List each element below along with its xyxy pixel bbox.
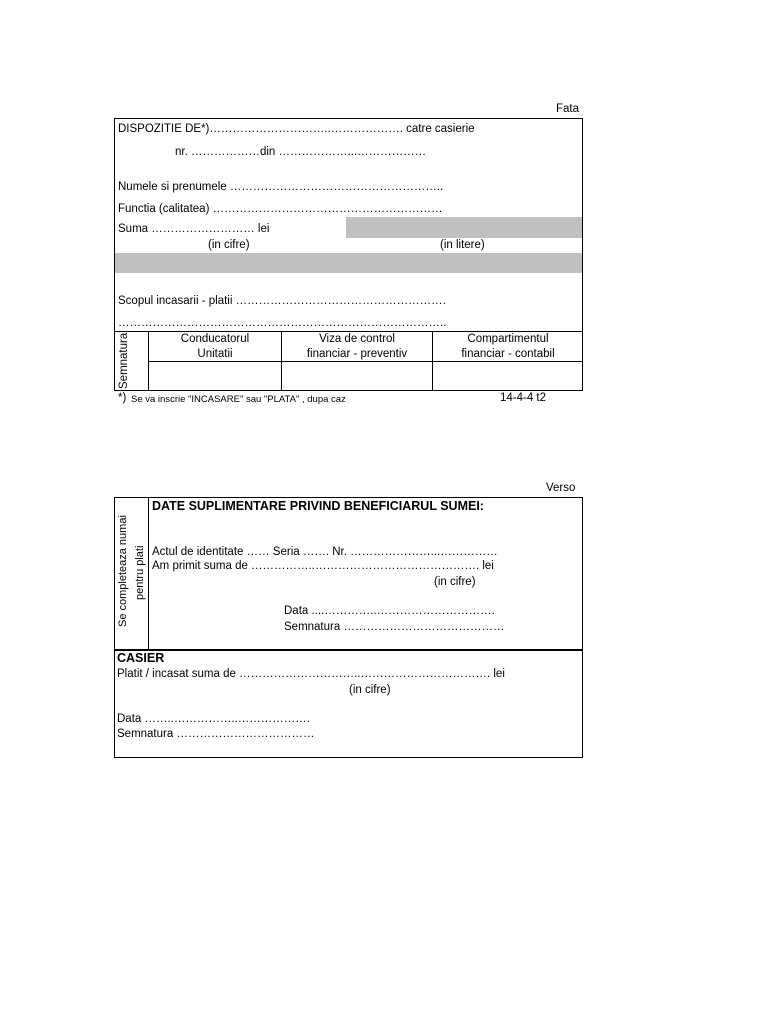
sign-col-manager	[149, 332, 281, 362]
sign-col-control-line1: Viza de control	[319, 333, 395, 345]
sign-col-accounting-line2: financiar - contabil	[461, 348, 555, 360]
purpose-line: Scopul incasarii - platii ……………………………………………….	[118, 295, 446, 307]
footnote-text: Se va inscrie "INCASARE" sau "PLATA" , dupa caz	[131, 394, 346, 405]
sum-in-words-field	[346, 217, 582, 238]
sign-col-accounting	[433, 332, 583, 362]
name-line: Numele si prenumele ………………………………………………..	[118, 181, 444, 193]
function-line: Functia (calitatea) ……………………………………………………	[118, 203, 443, 215]
sign-col-manager-line2: Unitatii	[197, 348, 233, 360]
purpose-dotted-line: …………………………………………………………………………..	[118, 317, 447, 329]
sign-col-accounting-line1: Compartimentul	[467, 333, 549, 345]
cashier-title: CASIER	[117, 651, 165, 665]
back-vertical-divider	[148, 497, 149, 649]
payments-only-label-2: pentru plati	[134, 545, 146, 600]
id-document-line: Actul de identitate …… Seria ……. Nr. …………………...……………	[152, 546, 498, 558]
cashier-in-figures-caption: (in cifre)	[349, 684, 391, 696]
number-date-line: nr. ………………din ………………...………………	[175, 146, 427, 158]
sum-line: Suma ……………………… lei	[118, 223, 270, 235]
cashier-signature-line: Semnatura ………………………………	[117, 728, 315, 740]
beneficiary-title: DATE SUPLIMENTARE PRIVIND BENEFICIARUL SUMEI:	[152, 499, 484, 513]
sum-words-continuation-field	[115, 253, 582, 273]
back-side-label: Verso	[546, 482, 576, 494]
footnote-marker: *)	[118, 392, 127, 404]
received-sum-line: Am primit suma de ……………..……………………………………. lei	[152, 560, 494, 572]
signature-vertical-label: Semnatura	[118, 332, 130, 389]
front-side-label: Fata	[556, 103, 580, 115]
payments-only-label: Se completeaza numai	[117, 515, 129, 627]
received-in-figures-caption: (in cifre)	[434, 576, 476, 588]
sign-col-manager-line1: Conducatorul	[180, 333, 250, 345]
beneficiary-date-line: Data ....…………..………………………….	[284, 605, 495, 617]
back-section-divider	[114, 649, 583, 651]
sum-in-figures-caption: (in cifre)	[208, 239, 250, 251]
form-code: 14-4-4 t2	[500, 392, 547, 404]
paid-sum-line: Platit / incasat suma de …………………………..……………………………. lei	[117, 668, 505, 680]
sum-in-words-caption: (in litere)	[440, 239, 485, 251]
disposition-line: DISPOZITIE DE*)…………………………..………………. catre casierie	[118, 123, 475, 135]
sign-col-control	[282, 332, 432, 362]
sign-col-control-line2: financiar - preventiv	[306, 348, 408, 360]
beneficiary-signature-line: Semnatura ……………………………………	[284, 621, 505, 633]
cashier-date-line: Data ……..……………..……………….	[117, 713, 310, 725]
